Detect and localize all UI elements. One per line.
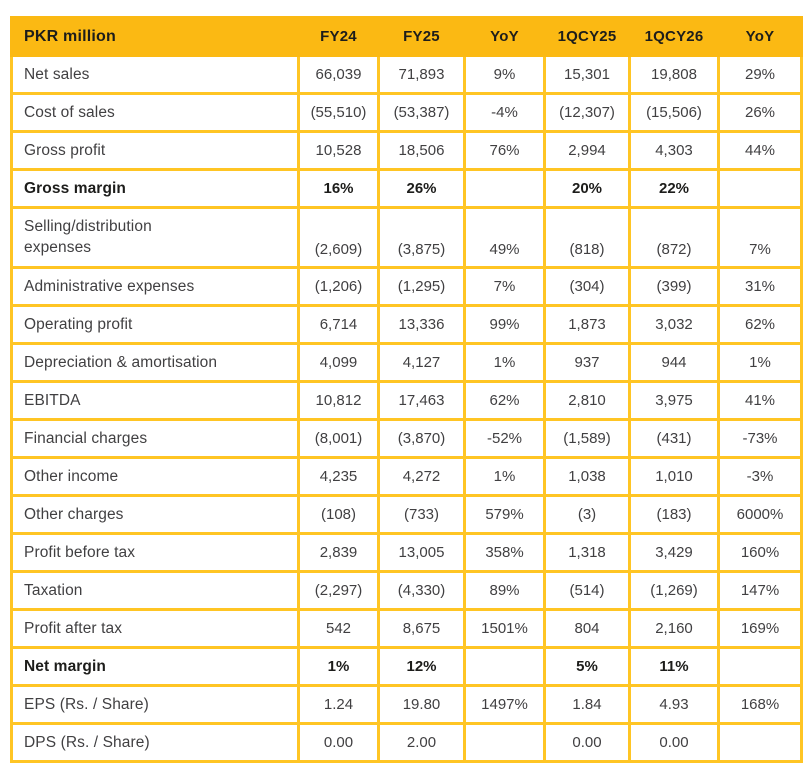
cell-yoy-annual: 99% xyxy=(465,306,545,344)
row-label: Profit before tax xyxy=(12,534,299,572)
row-label: Administrative expenses xyxy=(12,268,299,306)
table-row-administrative-expenses xyxy=(12,268,802,306)
cell-fy25: (3,875) xyxy=(379,208,465,268)
cell-fy24: 66,039 xyxy=(299,56,379,94)
cell-fy25: (1,295) xyxy=(379,268,465,306)
cell-yoy-annual: 1% xyxy=(465,344,545,382)
cell-fy25: (4,330) xyxy=(379,572,465,610)
cell-1qcy26: (431) xyxy=(630,420,719,458)
cell-yoy-annual: 7% xyxy=(465,268,545,306)
cell-yoy-quarterly xyxy=(719,724,802,762)
cell-1qcy26: (183) xyxy=(630,496,719,534)
row-label: EPS (Rs. / Share) xyxy=(12,686,299,724)
row-label: Financial charges xyxy=(12,420,299,458)
table-row-depreciation-amortisation xyxy=(12,344,802,382)
cell-yoy-annual: 579% xyxy=(465,496,545,534)
cell-fy24: (2,297) xyxy=(299,572,379,610)
cell-1qcy26: 4.93 xyxy=(630,686,719,724)
row-label: Operating profit xyxy=(12,306,299,344)
cell-fy24: 1% xyxy=(299,648,379,686)
row-label: Net margin xyxy=(12,648,299,686)
cell-yoy-quarterly: 44% xyxy=(719,132,802,170)
cell-yoy-annual xyxy=(465,170,545,208)
cell-fy25: 19.80 xyxy=(379,686,465,724)
cell-fy25: (3,870) xyxy=(379,420,465,458)
header-yoy-quarterly: YoY xyxy=(719,18,802,56)
unit-label: PKR million xyxy=(12,18,299,56)
cell-fy24: 4,099 xyxy=(299,344,379,382)
header-fy25: FY25 xyxy=(379,18,465,56)
cell-yoy-quarterly: 62% xyxy=(719,306,802,344)
cell-1qcy26: 3,032 xyxy=(630,306,719,344)
cell-fy25: 8,675 xyxy=(379,610,465,648)
cell-1qcy25: 937 xyxy=(545,344,630,382)
table-row-taxation xyxy=(12,572,802,610)
cell-1qcy26: 2,160 xyxy=(630,610,719,648)
cell-1qcy26: 1,010 xyxy=(630,458,719,496)
cell-fy24: 1.24 xyxy=(299,686,379,724)
cell-yoy-annual: 1501% xyxy=(465,610,545,648)
table-row-other-income xyxy=(12,458,802,496)
cell-fy24: 0.00 xyxy=(299,724,379,762)
cell-yoy-quarterly: 29% xyxy=(719,56,802,94)
cell-1qcy25: 0.00 xyxy=(545,724,630,762)
cell-1qcy26: 19,808 xyxy=(630,56,719,94)
cell-1qcy25: 5% xyxy=(545,648,630,686)
cell-yoy-annual: 1% xyxy=(465,458,545,496)
cell-1qcy26: (399) xyxy=(630,268,719,306)
cell-yoy-annual: 1497% xyxy=(465,686,545,724)
row-label: EBITDA xyxy=(12,382,299,420)
cell-1qcy25: (304) xyxy=(545,268,630,306)
cell-1qcy25: 804 xyxy=(545,610,630,648)
cell-1qcy25: 2,994 xyxy=(545,132,630,170)
cell-yoy-quarterly: 160% xyxy=(719,534,802,572)
table-row-financial-charges xyxy=(12,420,802,458)
table-row-net-margin xyxy=(12,648,802,686)
cell-fy24: 10,528 xyxy=(299,132,379,170)
cell-1qcy25: (818) xyxy=(545,208,630,268)
cell-yoy-annual: 76% xyxy=(465,132,545,170)
cell-yoy-annual: 62% xyxy=(465,382,545,420)
cell-1qcy26: (15,506) xyxy=(630,94,719,132)
cell-yoy-annual: 9% xyxy=(465,56,545,94)
table-row-ebitda xyxy=(12,382,802,420)
table-row-gross-profit xyxy=(12,132,802,170)
row-label: Other charges xyxy=(12,496,299,534)
cell-1qcy26: 3,975 xyxy=(630,382,719,420)
cell-1qcy25: 1.84 xyxy=(545,686,630,724)
header-fy24: FY24 xyxy=(299,18,379,56)
cell-fy24: (8,001) xyxy=(299,420,379,458)
table-row-selling-distribution-expenses xyxy=(12,208,802,268)
cell-1qcy25: 2,810 xyxy=(545,382,630,420)
table-row-profit-before-tax xyxy=(12,534,802,572)
cell-fy24: 16% xyxy=(299,170,379,208)
cell-fy25: 13,005 xyxy=(379,534,465,572)
cell-1qcy26: 944 xyxy=(630,344,719,382)
row-label: Cost of sales xyxy=(12,94,299,132)
cell-1qcy26: (1,269) xyxy=(630,572,719,610)
row-label: Other income xyxy=(12,458,299,496)
cell-fy24: 10,812 xyxy=(299,382,379,420)
table-row-profit-after-tax xyxy=(12,610,802,648)
cell-1qcy25: (514) xyxy=(545,572,630,610)
cell-yoy-annual: -4% xyxy=(465,94,545,132)
cell-yoy-quarterly: 168% xyxy=(719,686,802,724)
cell-fy24: 4,235 xyxy=(299,458,379,496)
cell-fy25: 17,463 xyxy=(379,382,465,420)
cell-fy24: (55,510) xyxy=(299,94,379,132)
row-label: Profit after tax xyxy=(12,610,299,648)
cell-1qcy25: (1,589) xyxy=(545,420,630,458)
cell-1qcy25: 1,873 xyxy=(545,306,630,344)
cell-fy25: 4,272 xyxy=(379,458,465,496)
cell-yoy-quarterly: -3% xyxy=(719,458,802,496)
cell-fy25: 4,127 xyxy=(379,344,465,382)
header-yoy-annual: YoY xyxy=(465,18,545,56)
cell-fy25: 13,336 xyxy=(379,306,465,344)
table-row-dps xyxy=(12,724,802,762)
cell-1qcy25: (3) xyxy=(545,496,630,534)
cell-1qcy26: (872) xyxy=(630,208,719,268)
cell-fy25: (53,387) xyxy=(379,94,465,132)
cell-fy24: (1,206) xyxy=(299,268,379,306)
cell-yoy-annual: 49% xyxy=(465,208,545,268)
cell-yoy-quarterly: 41% xyxy=(719,382,802,420)
table-row-gross-margin xyxy=(12,170,802,208)
cell-1qcy25: 1,318 xyxy=(545,534,630,572)
row-label: Depreciation & amortisation xyxy=(12,344,299,382)
cell-yoy-quarterly: 147% xyxy=(719,572,802,610)
header-1qcy26: 1QCY26 xyxy=(630,18,719,56)
cell-fy24: 2,839 xyxy=(299,534,379,572)
cell-yoy-annual xyxy=(465,648,545,686)
cell-1qcy26: 4,303 xyxy=(630,132,719,170)
cell-fy24: (108) xyxy=(299,496,379,534)
cell-1qcy26: 22% xyxy=(630,170,719,208)
table-row-operating-profit xyxy=(12,306,802,344)
cell-1qcy25: 20% xyxy=(545,170,630,208)
cell-yoy-annual: -52% xyxy=(465,420,545,458)
cell-fy25: 26% xyxy=(379,170,465,208)
cell-yoy-quarterly: 26% xyxy=(719,94,802,132)
cell-1qcy25: 1,038 xyxy=(545,458,630,496)
cell-1qcy25: 15,301 xyxy=(545,56,630,94)
cell-yoy-annual: 358% xyxy=(465,534,545,572)
cell-yoy-quarterly: 1% xyxy=(719,344,802,382)
cell-fy25: 71,893 xyxy=(379,56,465,94)
table-row-net-sales xyxy=(12,56,802,94)
cell-1qcy26: 11% xyxy=(630,648,719,686)
row-label: Taxation xyxy=(12,572,299,610)
cell-yoy-quarterly: 169% xyxy=(719,610,802,648)
cell-yoy-quarterly: 31% xyxy=(719,268,802,306)
cell-fy24: (2,609) xyxy=(299,208,379,268)
cell-yoy-quarterly xyxy=(719,170,802,208)
cell-fy24: 6,714 xyxy=(299,306,379,344)
cell-yoy-quarterly: -73% xyxy=(719,420,802,458)
cell-1qcy25: (12,307) xyxy=(545,94,630,132)
financial-results-table xyxy=(10,16,803,763)
table-header-row xyxy=(12,18,802,56)
row-label: Gross margin xyxy=(12,170,299,208)
cell-fy25: 12% xyxy=(379,648,465,686)
table-row-eps xyxy=(12,686,802,724)
cell-yoy-annual xyxy=(465,724,545,762)
cell-yoy-quarterly: 6000% xyxy=(719,496,802,534)
header-1qcy25: 1QCY25 xyxy=(545,18,630,56)
cell-fy25: (733) xyxy=(379,496,465,534)
cell-fy25: 18,506 xyxy=(379,132,465,170)
row-label: Gross profit xyxy=(12,132,299,170)
cell-yoy-annual: 89% xyxy=(465,572,545,610)
row-label: DPS (Rs. / Share) xyxy=(12,724,299,762)
row-label: Selling/distribution expenses xyxy=(12,208,299,268)
cell-1qcy26: 0.00 xyxy=(630,724,719,762)
table-row-other-charges xyxy=(12,496,802,534)
row-label: Net sales xyxy=(12,56,299,94)
cell-fy24: 542 xyxy=(299,610,379,648)
cell-yoy-quarterly: 7% xyxy=(719,208,802,268)
cell-fy25: 2.00 xyxy=(379,724,465,762)
cell-1qcy26: 3,429 xyxy=(630,534,719,572)
table-row-cost-of-sales xyxy=(12,94,802,132)
cell-yoy-quarterly xyxy=(719,648,802,686)
